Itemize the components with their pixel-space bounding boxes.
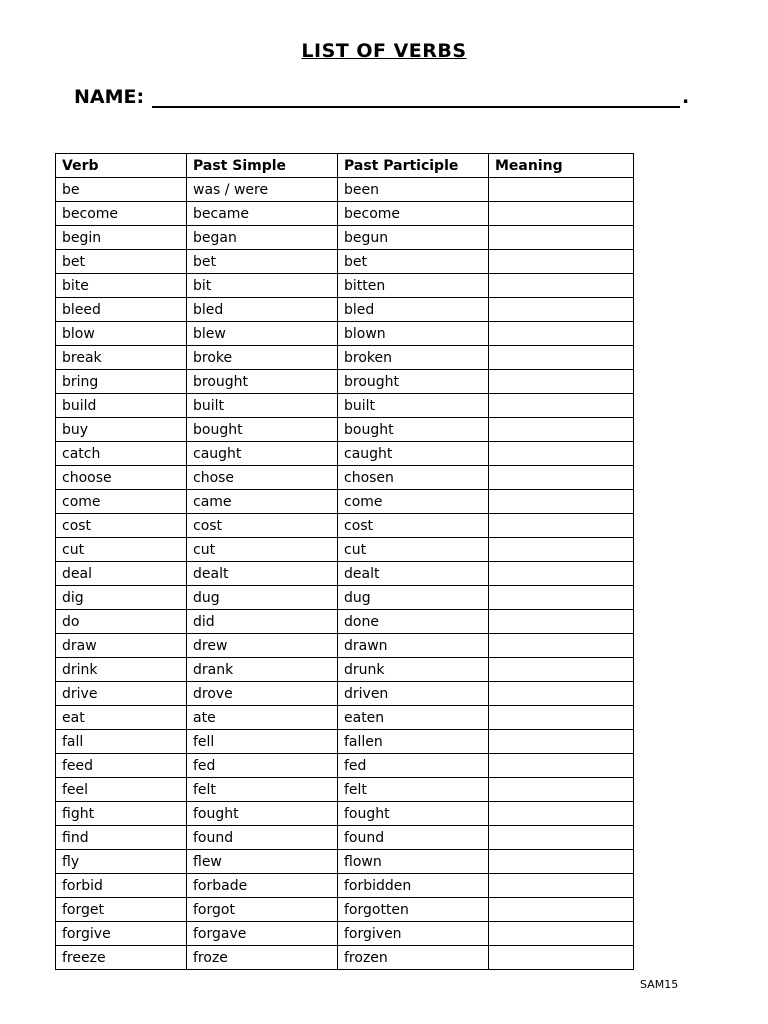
- past-simple-cell: cost: [187, 514, 338, 538]
- table-row: [56, 850, 634, 874]
- past-participle-cell: bitten: [338, 274, 489, 298]
- table-row: [56, 226, 634, 250]
- table-row: [56, 586, 634, 610]
- meaning-cell[interactable]: [489, 322, 634, 346]
- past-participle-cell: dealt: [338, 562, 489, 586]
- table-row: [56, 730, 634, 754]
- table-row: [56, 202, 634, 226]
- meaning-cell[interactable]: [489, 514, 634, 538]
- verb-cell: drive: [56, 682, 187, 706]
- verb-cell: fly: [56, 850, 187, 874]
- past-participle-cell: forgotten: [338, 898, 489, 922]
- verb-cell: buy: [56, 418, 187, 442]
- verb-cell: begin: [56, 226, 187, 250]
- past-participle-cell: broken: [338, 346, 489, 370]
- meaning-cell[interactable]: [489, 394, 634, 418]
- past-participle-cell: bought: [338, 418, 489, 442]
- past-simple-cell: forbade: [187, 874, 338, 898]
- verb-cell: catch: [56, 442, 187, 466]
- table-row: [56, 514, 634, 538]
- past-simple-cell: fed: [187, 754, 338, 778]
- past-simple-cell: cut: [187, 538, 338, 562]
- table-header-row: [56, 154, 634, 178]
- past-simple-cell: bought: [187, 418, 338, 442]
- meaning-cell[interactable]: [489, 850, 634, 874]
- verb-cell: find: [56, 826, 187, 850]
- table-row: [56, 298, 634, 322]
- verb-cell: cost: [56, 514, 187, 538]
- verb-cell: bet: [56, 250, 187, 274]
- verb-cell: do: [56, 610, 187, 634]
- past-participle-cell: cut: [338, 538, 489, 562]
- verb-table-body: [56, 178, 634, 970]
- past-simple-cell: bet: [187, 250, 338, 274]
- verb-cell: cut: [56, 538, 187, 562]
- past-participle-cell: chosen: [338, 466, 489, 490]
- past-participle-cell: caught: [338, 442, 489, 466]
- verb-cell: forgive: [56, 922, 187, 946]
- past-participle-cell: been: [338, 178, 489, 202]
- past-simple-cell: found: [187, 826, 338, 850]
- past-participle-cell: come: [338, 490, 489, 514]
- meaning-cell[interactable]: [489, 898, 634, 922]
- verb-cell: drink: [56, 658, 187, 682]
- past-simple-cell: built: [187, 394, 338, 418]
- table-row: [56, 490, 634, 514]
- past-simple-cell: blew: [187, 322, 338, 346]
- header-past-participle: Past Participle: [338, 154, 489, 178]
- past-participle-cell: felt: [338, 778, 489, 802]
- meaning-cell[interactable]: [489, 826, 634, 850]
- meaning-cell[interactable]: [489, 586, 634, 610]
- meaning-cell[interactable]: [489, 370, 634, 394]
- verb-cell: bring: [56, 370, 187, 394]
- meaning-cell[interactable]: [489, 442, 634, 466]
- verb-cell: be: [56, 178, 187, 202]
- past-simple-cell: drank: [187, 658, 338, 682]
- name-field[interactable]: [74, 86, 694, 112]
- meaning-cell[interactable]: [489, 418, 634, 442]
- past-participle-cell: become: [338, 202, 489, 226]
- meaning-cell[interactable]: [489, 226, 634, 250]
- past-simple-cell: chose: [187, 466, 338, 490]
- verb-cell: bite: [56, 274, 187, 298]
- table-row: [56, 610, 634, 634]
- past-simple-cell: caught: [187, 442, 338, 466]
- past-participle-cell: drunk: [338, 658, 489, 682]
- past-participle-cell: cost: [338, 514, 489, 538]
- verb-cell: forget: [56, 898, 187, 922]
- verb-cell: blow: [56, 322, 187, 346]
- name-blank-line[interactable]: [152, 106, 680, 108]
- header-verb: Verb: [56, 154, 187, 178]
- past-participle-cell: fallen: [338, 730, 489, 754]
- past-participle-cell: done: [338, 610, 489, 634]
- verb-cell: fall: [56, 730, 187, 754]
- past-simple-cell: bled: [187, 298, 338, 322]
- table-row: [56, 874, 634, 898]
- verb-cell: break: [56, 346, 187, 370]
- table-row: [56, 658, 634, 682]
- table-row: [56, 250, 634, 274]
- table-row: [56, 178, 634, 202]
- table-row: [56, 370, 634, 394]
- past-simple-cell: drove: [187, 682, 338, 706]
- meaning-cell[interactable]: [489, 178, 634, 202]
- past-simple-cell: brought: [187, 370, 338, 394]
- verb-cell: build: [56, 394, 187, 418]
- table-row: [56, 322, 634, 346]
- verb-cell: feed: [56, 754, 187, 778]
- past-simple-cell: froze: [187, 946, 338, 970]
- meaning-cell[interactable]: [489, 202, 634, 226]
- past-participle-cell: found: [338, 826, 489, 850]
- past-participle-cell: dug: [338, 586, 489, 610]
- meaning-cell[interactable]: [489, 922, 634, 946]
- meaning-cell[interactable]: [489, 730, 634, 754]
- past-participle-cell: driven: [338, 682, 489, 706]
- past-simple-cell: dealt: [187, 562, 338, 586]
- past-simple-cell: fought: [187, 802, 338, 826]
- past-simple-cell: was / were: [187, 178, 338, 202]
- past-simple-cell: became: [187, 202, 338, 226]
- table-row: [56, 466, 634, 490]
- past-simple-cell: forgot: [187, 898, 338, 922]
- page-title: LIST OF VERBS: [301, 40, 467, 62]
- table-row: [56, 442, 634, 466]
- past-participle-cell: bet: [338, 250, 489, 274]
- verb-cell: come: [56, 490, 187, 514]
- past-simple-cell: ate: [187, 706, 338, 730]
- verb-cell: fight: [56, 802, 187, 826]
- past-simple-cell: flew: [187, 850, 338, 874]
- table-row: [56, 826, 634, 850]
- meaning-cell[interactable]: [489, 466, 634, 490]
- past-participle-cell: built: [338, 394, 489, 418]
- meaning-cell[interactable]: [489, 490, 634, 514]
- table-row: [56, 394, 634, 418]
- past-simple-cell: felt: [187, 778, 338, 802]
- table-row: [56, 562, 634, 586]
- verb-cell: draw: [56, 634, 187, 658]
- meaning-cell[interactable]: [489, 946, 634, 970]
- name-end-period: .: [682, 86, 690, 108]
- table-row: [56, 802, 634, 826]
- footer-code: SAM15: [640, 978, 679, 991]
- table-row: [56, 634, 634, 658]
- verb-cell: deal: [56, 562, 187, 586]
- verb-cell: become: [56, 202, 187, 226]
- table-row: [56, 682, 634, 706]
- table-row: [56, 898, 634, 922]
- past-participle-cell: drawn: [338, 634, 489, 658]
- past-participle-cell: bled: [338, 298, 489, 322]
- table-row: [56, 418, 634, 442]
- meaning-cell[interactable]: [489, 610, 634, 634]
- meaning-cell[interactable]: [489, 562, 634, 586]
- past-simple-cell: began: [187, 226, 338, 250]
- meaning-cell[interactable]: [489, 298, 634, 322]
- verb-cell: feel: [56, 778, 187, 802]
- table-row: [56, 778, 634, 802]
- table-row: [56, 346, 634, 370]
- past-participle-cell: eaten: [338, 706, 489, 730]
- past-simple-cell: dug: [187, 586, 338, 610]
- table-row: [56, 274, 634, 298]
- past-participle-cell: fought: [338, 802, 489, 826]
- verb-cell: bleed: [56, 298, 187, 322]
- table-row: [56, 922, 634, 946]
- meaning-cell[interactable]: [489, 754, 634, 778]
- past-simple-cell: broke: [187, 346, 338, 370]
- past-simple-cell: forgave: [187, 922, 338, 946]
- meaning-cell[interactable]: [489, 274, 634, 298]
- table-row: [56, 754, 634, 778]
- meaning-cell[interactable]: [489, 874, 634, 898]
- past-simple-cell: bit: [187, 274, 338, 298]
- verb-cell: forbid: [56, 874, 187, 898]
- past-participle-cell: blown: [338, 322, 489, 346]
- meaning-cell[interactable]: [489, 634, 634, 658]
- past-simple-cell: fell: [187, 730, 338, 754]
- past-participle-cell: frozen: [338, 946, 489, 970]
- meaning-cell[interactable]: [489, 250, 634, 274]
- meaning-cell[interactable]: [489, 802, 634, 826]
- table-row: [56, 538, 634, 562]
- meaning-cell[interactable]: [489, 682, 634, 706]
- past-simple-cell: drew: [187, 634, 338, 658]
- past-simple-cell: did: [187, 610, 338, 634]
- meaning-cell[interactable]: [489, 658, 634, 682]
- meaning-cell[interactable]: [489, 346, 634, 370]
- header-meaning: Meaning: [489, 154, 634, 178]
- meaning-cell[interactable]: [489, 706, 634, 730]
- table-row: [56, 946, 634, 970]
- past-participle-cell: fed: [338, 754, 489, 778]
- verb-cell: dig: [56, 586, 187, 610]
- past-participle-cell: flown: [338, 850, 489, 874]
- verb-cell: eat: [56, 706, 187, 730]
- verb-cell: choose: [56, 466, 187, 490]
- verb-cell: freeze: [56, 946, 187, 970]
- verb-table: [55, 153, 634, 970]
- past-participle-cell: begun: [338, 226, 489, 250]
- meaning-cell[interactable]: [489, 538, 634, 562]
- name-label: NAME:: [74, 86, 145, 108]
- past-participle-cell: forbidden: [338, 874, 489, 898]
- meaning-cell[interactable]: [489, 778, 634, 802]
- table-row: [56, 706, 634, 730]
- past-simple-cell: came: [187, 490, 338, 514]
- past-participle-cell: forgiven: [338, 922, 489, 946]
- past-participle-cell: brought: [338, 370, 489, 394]
- header-past-simple: Past Simple: [187, 154, 338, 178]
